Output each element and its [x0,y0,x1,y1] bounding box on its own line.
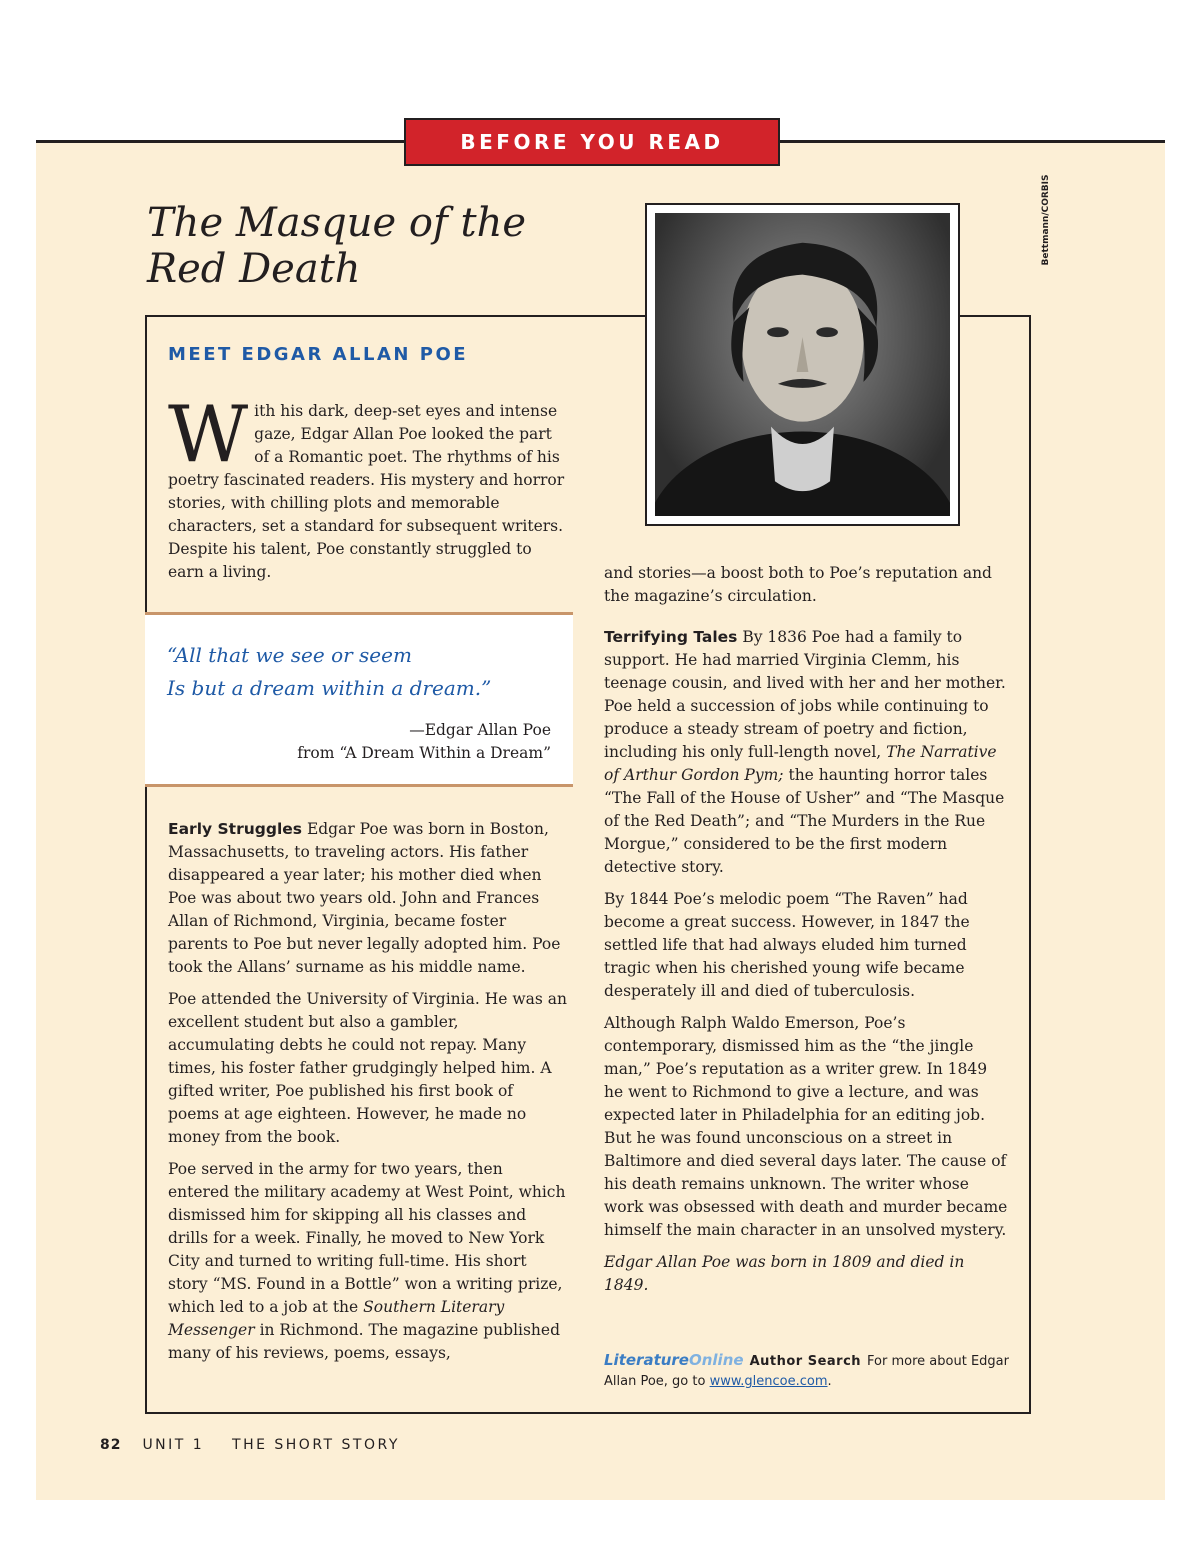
portrait-drawing [655,213,950,516]
glencoe-link[interactable]: www.glencoe.com [709,1374,828,1389]
death-paragraph: Although Ralph Waldo Emerson, Poe’s contemporary, dismissed him as the “the jingle man,” Poe’s reputation as a writer grew. In 1849 he went to Richmond to give a lecture, and was expected later in Philadelphia for an editing job. But he was found unconscious on a street in Baltimore and died several days later. The cause of his death remains unknown. The writer whose work was obsessed with death and murder became himself the main character in an unsolved mystery. [604,1014,1008,1239]
author-search-heading: Author Search [749,1354,862,1369]
raven-paragraph: By 1844 Poe’s melodic poem “The Raven” had become a great success. However, in 1847 the settled life that had always eluded him turned tragic when his cherished young wife became desperately ill and died of tuberculosis. [604,890,970,1000]
army-text-a: Poe served in the army for two years, then entered the military academy at West Point, which dismissed him for skipping all his classes and drills for a week. Finally, he moved to New York City and turned to writing full-time. His short story “MS. Found in a Bottle” won a writing prize, which led to a job at the [168,1160,566,1316]
author-search-text: For more about Edgar Allan Poe, go to [604,1354,1009,1389]
logo-part-a: Literature [604,1351,689,1369]
quote-author: —Edgar Allan Poe [409,721,551,739]
intro-paragraph [168,390,568,584]
quote-line-1: “All that we see or seem [167,643,412,667]
novel-title: The Narrative of Arthur Gordon Pym; [604,743,997,784]
logo-part-b: Online [688,1351,744,1369]
terrifying-tales-paragraph [604,626,1008,879]
footer-section: THE SHORT STORY [232,1437,400,1453]
early-struggles-paragraph [168,818,568,979]
drop-cap: W [168,390,249,480]
terrifying-tales-text-a: By 1836 Poe had a family to support. He had married Virginia Clemm, his teenage cousin, and lived with her and her mother. Poe held a succession of jobs while continuing to produce a steady stream of poetry and fiction, including his only full-length novel, [604,628,1006,761]
intro-text: ith his dark, deep-set eyes and intense gaze, Edgar Allan Poe looked the part of a Romantic poet. The rhythms of his poetry fascinated readers. His mystery and horror stories, with chilling plots and memorable characters, set a standard for subsequent writers. Despite his talent, Poe constantly struggled to earn a living. [168,402,565,581]
early-struggles-text: Edgar Poe was born in Boston, Massachusetts, to traveling actors. His father disappeared a year later; his mother died when Poe was about two years old. John and Frances Allan of Richmond, Virginia, became foster parents to Poe but never legally adopted him. Poe took the Allans’ surname as his middle name. [168,820,561,976]
terrifying-tales-heading: Terrifying Tales [604,628,738,646]
continuation-paragraph: and stories—a boost both to Poe’s reputation and the magazine’s circulation. [604,564,992,605]
page-number: 82 [100,1437,122,1453]
page-title [147,200,526,292]
army-text-b: in Richmond. The magazine published many of his reviews, poems, essays, [168,1321,561,1362]
portrait-image [655,213,950,516]
page-footer [100,1437,400,1453]
photo-credit [1030,160,1062,280]
quote-attribution [297,719,551,765]
meet-author-heading: MEET EDGAR ALLAN POE [168,344,469,365]
literature-online-box [604,1350,1014,1392]
left-column [168,818,568,1374]
title-line-2: Red Death [147,246,361,292]
footer-unit: UNIT 1 [142,1437,205,1453]
quote-box [145,612,573,787]
title-line-1: The Masque of the [147,200,527,246]
link-period: . [827,1374,832,1389]
quote-line-2: Is but a dream within a dream.” [167,676,492,700]
quote-source: from “A Dream Within a Dream” [297,744,551,762]
quote-text [167,639,491,705]
photo-credit-text: Bettmann/CORBIS [1041,174,1051,266]
right-column [604,562,1008,1306]
author-portrait [645,203,960,526]
life-dates [604,1251,1008,1297]
early-struggles-heading: Early Struggles [168,820,302,838]
magazine-title: Southern Literary Messenger [168,1298,505,1339]
before-you-read-banner: BEFORE YOU READ [404,118,780,166]
terrifying-tales-text-b: the haunting horror tales “The Fall of the House of Usher” and “The Masque of the Red Death”; and “The Murders in the Rue Morgue,” considered to be the first modern detective story. [604,766,1005,876]
university-paragraph: Poe attended the University of Virginia. He was an excellent student but also a gambler, accumulating debts he could not repay. Many times, his foster father grudgingly helped him. A gifted writer, Poe published his first book of poems at age eighteen. However, he made no money from the book. [168,990,567,1146]
army-paragraph [168,1158,568,1365]
literature-online-logo [604,1350,744,1370]
life-dates-text: Edgar Allan Poe was born in 1809 and died in 1849. [604,1253,965,1294]
